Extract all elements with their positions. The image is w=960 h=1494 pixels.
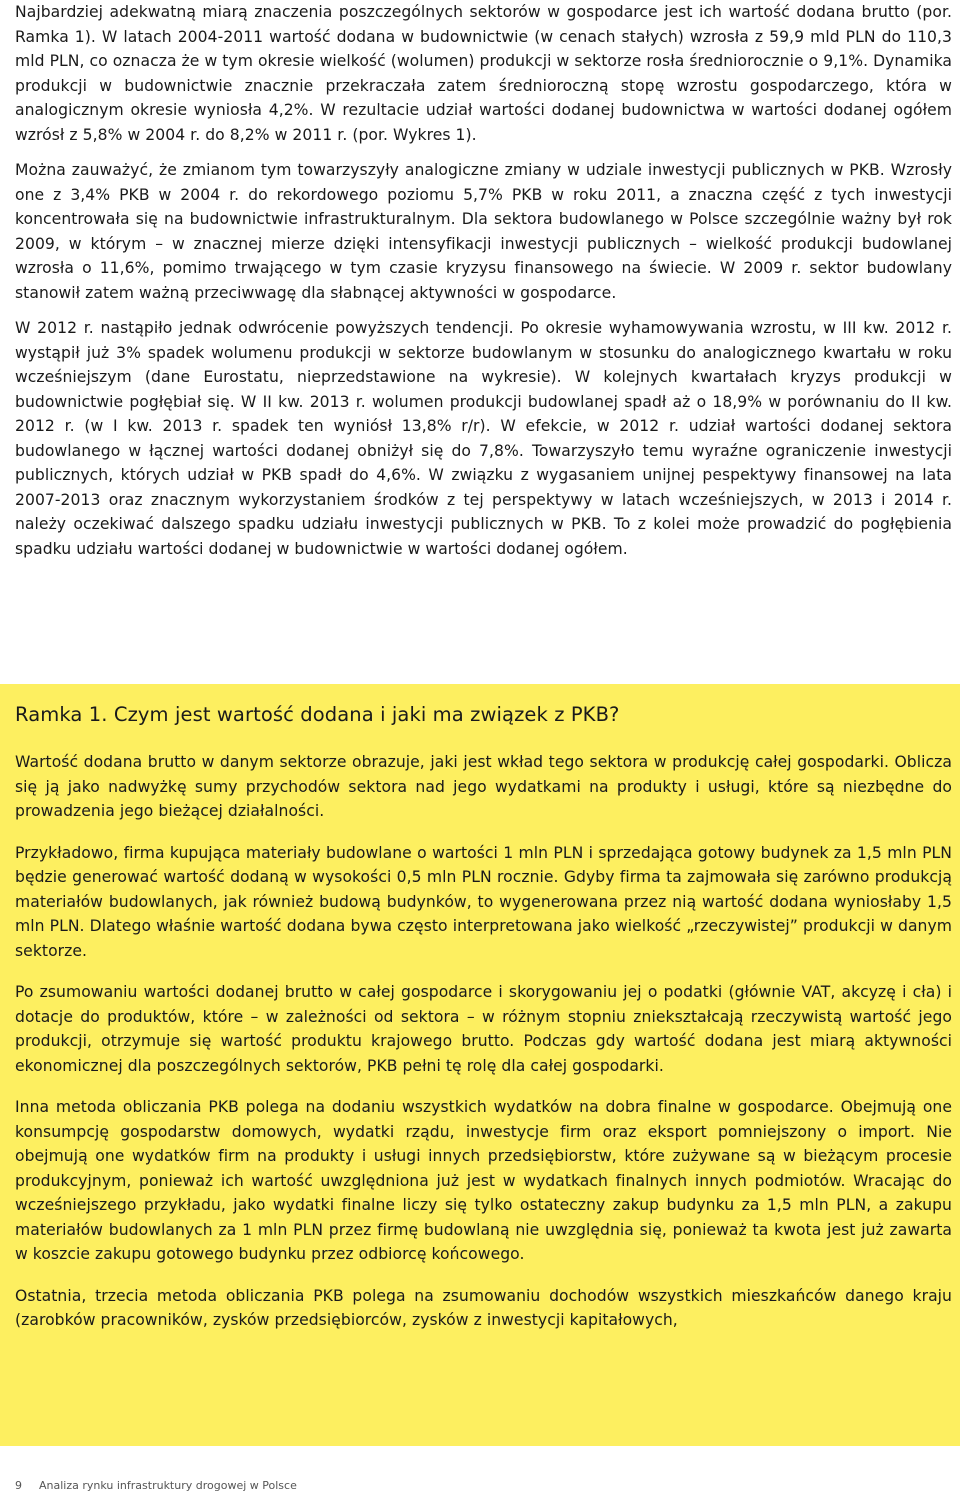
info-box-title: Ramka 1. Czym jest wartość dodana i jaki ma związek z PKB? (15, 703, 620, 726)
info-box-paragraph-4: Inna metoda obliczania PKB polega na dodaniu wszystkich wydatków na dobra finalne w gospodarce. Obejmują one konsumpcję gospodarstw domowych, wydatki rządu, inwestycje firm oraz eksport pomniejszony o import. Nie obejmują one wydatków firm na produkty i usługi innych przedsiębiorstw, które zużywane są w bieżącym procesie produkcyjnym, ponieważ ich wartość uwzględniona już jest w wydatkach finalnych innych podmiotów. Wracając do wcześniejszego przykładu, jako wydatki finalne liczy się tylko ostateczny zakup budynku za 1,5 mln PLN, a zakupu materiałów budowlanych za 1 mln PLN przez firmę budowlaną nie uwzględnia się, ponieważ ta kwota jest już zawarta w koszcie zakupu gotowego budynku przez odbiorcę końcowego. (15, 1098, 952, 1263)
body-paragraph-1: Najbardziej adekwatną miarą znaczenia poszczególnych sektorów w gospodarce jest ich wartość dodana brutto (por. Ramka 1). W latach 2004-2011 wartość dodana w budownictwie (w cenach stałych) wzrosła z 59,9 mld PLN do 110,3 mld PLN, co oznacza że w tym okresie wielkość (wolumen) produkcji w sektorze rosła średniorocznie o 9,1%. Dynamika produkcji w budownictwie znacznie przekraczała zatem średnioroczną stopę wzrostu gospodarczego, która w analogicznym okresie wyniosła 4,2%. W rezultacie udział wartości dodanej budownictwa w wartości dodanej ogółem wzrósł z 5,8% w 2004 r. do 8,2% w 2011 r. (por. Wykres 1). (15, 3, 952, 144)
page-footer (15, 1479, 297, 1493)
main-text (15, 0, 952, 561)
info-box-paragraph-1: Wartość dodana brutto w danym sektorze obrazuje, jaki jest wkład tego sektora w produkcję całej gospodarki. Oblicza się ją jako nadwyżkę sumy przychodów sektora nad jego wydatkami na produkty i usługi, które są niezbędne do prowadzenia jego bieżącej działalności. (15, 753, 952, 820)
info-box-paragraph-2: Przykładowo, firma kupująca materiały budowlane o wartości 1 mln PLN i sprzedająca gotowy budynek za 1,5 mln PLN będzie generować wartość dodaną w wysokości 0,5 mln PLN rocznie. Gdyby firma ta zajmowała się zarówno produkcją materiałów budowlanych, jak również budową budynków, to wygenerowana przez nią wartość dodana wyniosłaby 1,5 mln PLN. Dlatego właśnie wartość dodana bywa często interpretowana jako wielkość „rzeczywistej” produkcji w danym sektorze. (15, 843, 952, 960)
body-paragraph-3: W 2012 r. nastąpiło jednak odwrócenie powyższych tendencji. Po okresie wyhamowywania wzrostu, w III kw. 2012 r. wystąpił już 3% spadek wolumenu produkcji w sektorze budowlanym w stosunku do analogicznego kwartału w roku wcześniejszym (dane Eurostatu, nieprzedstawione na wykresie). W kolejnych kwartałach kryzys produkcji w budownictwie pogłębiał się. W II kw. 2013 r. wolumen produkcji budowlanej spadł aż o 18,9% w porównaniu do II kw. 2012 r. (w I kw. 2013 r. spadek ten wyniósł 13,8% r/r). W efekcie, w 2012 r. udział wartości dodanej sektora budowlanego w łącznej wartości dodanej obniżył się do 7,8%. Towarzyszyło temu wyraźne ograniczenie inwestycji publicznych, których udział w PKB spadł do 4,6%. W związku z wygasaniem unijnej pespektywy finansowej na lata 2007-2013 oraz znacznym wykorzystaniem środków z tej perspektywy w latach wcześniejszych, w 2013 i 2014 r. należy oczekiwać dalszego spadku udziału inwestycji publicznych w PKB. To z kolei może prowadzić do pogłębienia spadku udziału wartości dodanej w budownictwie w wartości dodanej ogółem. (15, 319, 952, 558)
info-box-paragraph-3: Po zsumowaniu wartości dodanej brutto w całej gospodarce i skorygowaniu jej o podatki (głównie VAT, akcyzę i cła) i dotacje do produktów, które – w zależności od sektora – w różnym stopniu zniekształcają rzeczywistą wartość jego produkcji, otrzymuje się wartość produktu krajowego brutto. Podczas gdy wartość dodana jest miarą aktywności ekonomicznej dla poszczególnych sektorów, PKB pełni tę rolę dla całej gospodarki. (15, 983, 952, 1075)
info-box-content (15, 702, 952, 1333)
page-number: 9 (15, 1479, 22, 1492)
info-box-paragraph-5: Ostatnia, trzecia metoda obliczania PKB polega na zsumowaniu dochodów wszystkich mieszkańców danego kraju (zarobków pracowników, zysków przedsiębiorców, zysków z inwestycji kapitałowych, (15, 1286, 952, 1329)
body-paragraph-2: Można zauważyć, że zmianom tym towarzyszyły analogiczne zmiany w udziale inwestycji publicznych w PKB. Wzrosły one z 3,4% PKB w 2004 r. do rekordowego poziomu 5,7% PKB w roku 2011, a znaczna część z tych inwestycji koncentrowała się na budownictwie infrastrukturalnym. Dla sektora budowlanego w Polsce szczególnie ważny był rok 2009, w którym – w znacznej mierze dzięki intensyfikacji inwestycji publicznych – wielkość produkcji budowlanej wzrosła o 11,6%, pomimo trwającego w tym czasie kryzysu finansowego na świecie. W 2009 r. sektor budowlany stanowił zatem ważną przeciwwagę dla słabnącej aktywności w gospodarce. (15, 161, 952, 302)
info-box (0, 684, 960, 1446)
footer-title: Analiza rynku infrastruktury drogowej w Polsce (39, 1479, 297, 1492)
